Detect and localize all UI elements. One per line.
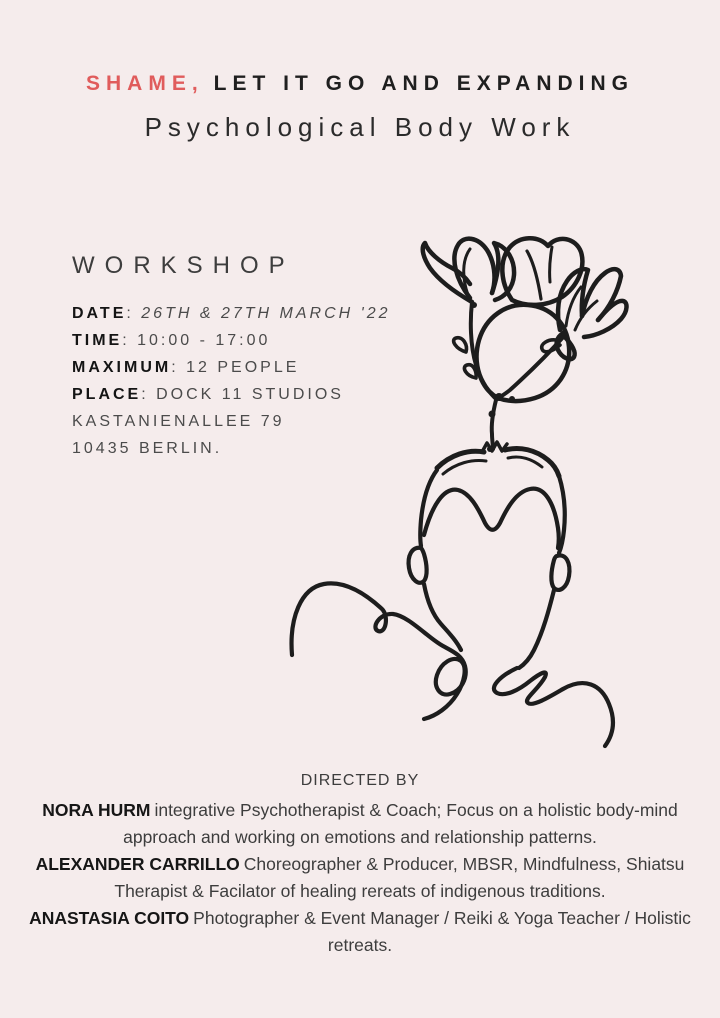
ears — [409, 548, 570, 590]
directed-by-heading: DIRECTED BY — [300, 772, 420, 789]
detail-label: DATE — [72, 305, 127, 322]
detail-value: 26TH & 27TH MARCH '22 — [141, 305, 391, 322]
left-shoulder-line — [292, 583, 466, 719]
workshop-heading: WORKSHOP — [72, 252, 295, 279]
person-description: Photographer & Event Manager / Reiki & Yoga Teacher / Holistic retreats. — [193, 908, 691, 955]
detail-value: DOCK 11 STUDIOS — [156, 386, 344, 403]
hair-scribbles — [437, 448, 559, 476]
person-description: Choreographer & Producer, MBSR, Mindfulness, Shiatsu Therapist & Facilator of healing rereats of indigenous traditions. — [114, 854, 685, 901]
neck-lines — [424, 584, 554, 668]
detail-row-maximum: MAXIMUM: 12 PEOPLE — [72, 359, 300, 376]
person-nora-hurm — [28, 797, 692, 851]
person-description: integrative Psychotherapist & Coach; Focus on a holistic body-mind approach and working on emotions and relationship patterns. — [123, 800, 678, 847]
title-rest: LET IT GO AND EXPANDING — [213, 72, 635, 95]
title-highlight: SHAME, — [85, 72, 204, 95]
detail-label: PLACE — [72, 386, 142, 403]
detail-value: 10435 BERLIN. — [72, 440, 223, 457]
detail-value: 10:00 - 17:00 — [137, 332, 271, 349]
detail-row-time: TIME: 10:00 - 17:00 — [72, 332, 271, 349]
poster-subtitle: Psychological Body Work — [144, 112, 576, 142]
magnolia-bud-outline — [477, 305, 570, 401]
detail-label: TIME — [72, 332, 123, 349]
detail-row-date: DATE: 26TH & 27TH MARCH '22 — [72, 305, 391, 322]
head-outline — [420, 470, 565, 553]
detail-row-place: PLACE: DOCK 11 STUDIOS — [72, 386, 344, 403]
detail-value: 12 PEOPLE — [186, 359, 300, 376]
person-alexander-carrillo — [28, 851, 692, 905]
person-anastasia-coito — [28, 905, 692, 959]
detail-value: KASTANIENALLEE 79 — [72, 413, 285, 430]
directed-by-section — [28, 772, 692, 959]
detail-label: MAXIMUM — [72, 359, 172, 376]
person-name: ANASTASIA COITO — [29, 908, 190, 928]
person-name: NORA HURM — [42, 800, 151, 820]
person-name: ALEXANDER CARRILLO — [35, 854, 240, 874]
right-shoulder-line — [494, 668, 613, 746]
